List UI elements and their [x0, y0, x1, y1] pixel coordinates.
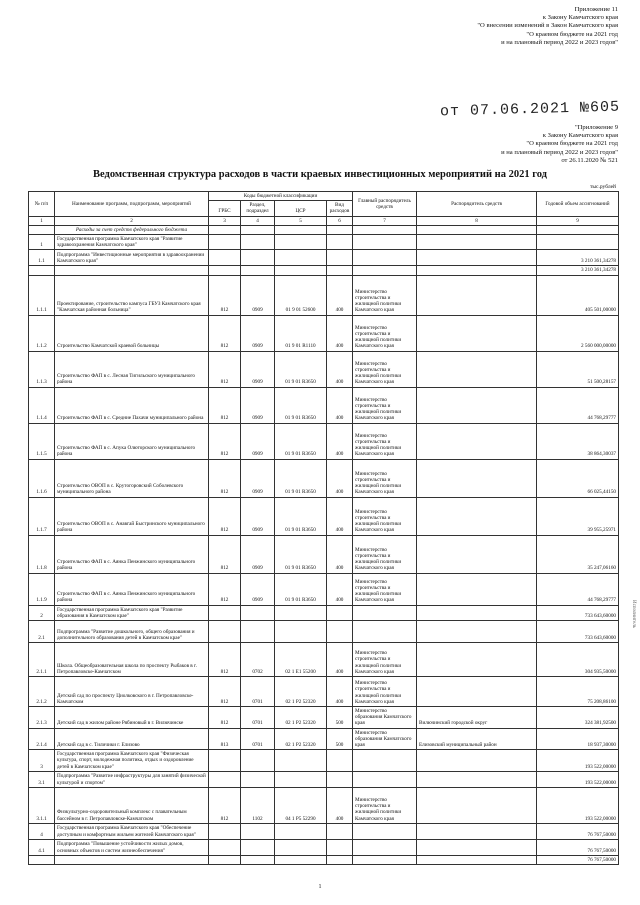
cell-rz: 1102 — [241, 787, 275, 823]
cell-csr — [275, 823, 327, 839]
empty-cell — [353, 225, 417, 234]
table-row — [29, 315, 619, 351]
col-total-header: Годовой объем ассигнований — [537, 192, 619, 217]
cell-grbs — [209, 823, 241, 839]
cell-vr: 400 — [327, 423, 353, 459]
cell-total: 2 560 000,00000 — [537, 315, 619, 351]
table-row — [29, 787, 619, 823]
cell-rz: 0909 — [241, 315, 275, 351]
cell-total: 193 522,00000 — [537, 771, 619, 787]
cell-gr — [353, 839, 417, 855]
cell-gr: Министерство строительства и жилищной политики Камчатского края — [353, 423, 417, 459]
cell-total: 733 643,60000 — [537, 605, 619, 620]
cell-total: 44 768,29777 — [537, 387, 619, 423]
cell-num: 1.1.3 — [29, 351, 55, 387]
cell-total: 193 522,00000 — [537, 750, 619, 772]
cell-name: Строительство ФАП в с. Апука Олюторского муниципального района — [55, 423, 209, 459]
cell-rr — [417, 787, 537, 823]
cell-name: Государственная программа Камчатского края "Развитие образования в Камчатском крае" — [55, 605, 209, 620]
cell-num: 1.1.1 — [29, 275, 55, 315]
cell-rr — [417, 266, 537, 275]
cell-grbs: 812 — [209, 275, 241, 315]
table-row — [29, 677, 619, 707]
cell-grbs: 812 — [209, 643, 241, 677]
header-line: к Закону Камчатского края — [542, 132, 618, 140]
cell-csr: 01 9 01 R3650 — [275, 459, 327, 497]
cell-rz: 0909 — [241, 275, 275, 315]
cell-name: Государственная программа Камчатского края "Развитие здравоохранения Камчатского края" — [55, 235, 209, 250]
cell-vr — [327, 250, 353, 266]
table-row — [29, 351, 619, 387]
cell-rz — [241, 235, 275, 250]
cell-csr — [275, 855, 327, 864]
cell-gr — [353, 235, 417, 250]
table-row — [29, 855, 619, 864]
cell-name — [55, 855, 209, 864]
cell-vr — [327, 605, 353, 620]
cell-total: 39 955,25971 — [537, 497, 619, 535]
cell-gr: Министерство строительства и жилищной политики Камчатского края — [353, 535, 417, 573]
cell-csr: 01 9 01 R3650 — [275, 573, 327, 605]
cell-vr — [327, 855, 353, 864]
table-row — [29, 535, 619, 573]
cell-csr — [275, 266, 327, 275]
cell-csr: 04 1 P5 52290 — [275, 787, 327, 823]
cell-rr: Вилючинский городской округ — [417, 707, 537, 729]
header-line: "О внесении изменений в Закон Камчатского края — [477, 22, 618, 30]
table-row — [29, 839, 619, 855]
table-row — [29, 266, 619, 275]
edge-text: Исполнитель — [631, 600, 636, 628]
cell-name: Подпрограмма "Повышение устойчивости жилых домов, основных объектов и систем жизнеобеспечения" — [55, 839, 209, 855]
cell-rz: 0909 — [241, 423, 275, 459]
cell-total: 38 864,30037 — [537, 423, 619, 459]
empty-cell — [327, 225, 353, 234]
cell-num: 1.1 — [29, 250, 55, 266]
cell-vr: 400 — [327, 459, 353, 497]
cell-vr: 400 — [327, 351, 353, 387]
cell-grbs — [209, 839, 241, 855]
cell-rz: 0702 — [241, 643, 275, 677]
cell-rr — [417, 351, 537, 387]
cell-csr: 01 9 01 R3650 — [275, 497, 327, 535]
cell-vr: 400 — [327, 497, 353, 535]
cell-name: Строительство ОВОП в с. Крутогоровский Соболевского муниципального района — [55, 459, 209, 497]
date-number-stamp: от 07.06.2021 №605 — [439, 98, 621, 121]
cell-name: Государственная программа Камчатского края "Обеспечение доступным и комфортным жильем жителей Камчатского края" — [55, 823, 209, 839]
cell-num: 3 — [29, 750, 55, 772]
header-appendix-9 — [501, 124, 618, 165]
cell-gr — [353, 855, 417, 864]
cell-gr — [353, 823, 417, 839]
cell-name: Подпрограмма "Инвестиционные мероприятия в здравоохранении Камчатского края" — [55, 250, 209, 266]
cell-csr — [275, 250, 327, 266]
cell-gr: Министерство строительства и жилищной политики Камчатского края — [353, 677, 417, 707]
cell-csr: 01 9 01 R3650 — [275, 423, 327, 459]
cell-gr: Министерство строительства и жилищной политики Камчатского края — [353, 459, 417, 497]
cell-rz: 0909 — [241, 351, 275, 387]
cell-name: Проектирование, строительство кампуса ГБУЗ Камчатского края "Камчатская районная больница" — [55, 275, 209, 315]
header-line: "О краевом бюджете на 2021 год — [526, 140, 618, 148]
cell-total: 304 935,50000 — [537, 643, 619, 677]
cell-rz: 0909 — [241, 535, 275, 573]
cell-num: 2.1.3 — [29, 707, 55, 729]
table-row — [29, 823, 619, 839]
cell-rz: 0909 — [241, 459, 275, 497]
col-manager-header: Распорядитель средств — [417, 192, 537, 217]
cell-rz — [241, 621, 275, 643]
cell-csr: 01 9 01 R3650 — [275, 351, 327, 387]
table-row — [29, 573, 619, 605]
col-number: 8 — [417, 216, 537, 225]
table-row — [29, 387, 619, 423]
cell-vr: 500 — [327, 707, 353, 729]
cell-total: 18 937,30000 — [537, 728, 619, 750]
cell-gr: Министерство строительства и жилищной политики Камчатского края — [353, 787, 417, 823]
cell-total: 76 767,50000 — [537, 839, 619, 855]
table-row — [29, 459, 619, 497]
cell-csr: 02 1 P2 52320 — [275, 677, 327, 707]
cell-grbs: 812 — [209, 387, 241, 423]
col-vr-header: Вид расходов — [327, 201, 353, 216]
cell-vr — [327, 839, 353, 855]
cell-gr — [353, 750, 417, 772]
empty-cell — [537, 225, 619, 234]
cell-rz — [241, 266, 275, 275]
cell-vr: 400 — [327, 275, 353, 315]
cell-total: 51 500,28157 — [537, 351, 619, 387]
cell-rz: 0701 — [241, 728, 275, 750]
cell-gr: Министерство строительства и жилищной политики Камчатского края — [353, 497, 417, 535]
col-codes-header: Коды бюджетной классификации — [209, 192, 353, 201]
cell-csr — [275, 605, 327, 620]
table-body — [29, 235, 619, 865]
cell-rz — [241, 250, 275, 266]
cell-name: Школа. Общеобразовательная школа по проспекту Рыбаков в г. Петропавловске-Камчатском — [55, 643, 209, 677]
col-number: 1 — [29, 216, 55, 225]
cell-total: 76 767,50000 — [537, 823, 619, 839]
section-num-cell — [29, 225, 55, 234]
cell-rr — [417, 771, 537, 787]
section-title: Расходы за счет средств федерального бюджета — [55, 225, 209, 234]
cell-csr — [275, 771, 327, 787]
cell-rz: 0701 — [241, 707, 275, 729]
col-number: 6 — [327, 216, 353, 225]
cell-grbs — [209, 855, 241, 864]
cell-num: 1.1.7 — [29, 497, 55, 535]
cell-rr — [417, 855, 537, 864]
cell-total — [537, 235, 619, 250]
table-row — [29, 605, 619, 620]
col-number: 4 — [241, 216, 275, 225]
cell-total: 324 381,92500 — [537, 707, 619, 729]
table-row — [29, 275, 619, 315]
cell-name: Детский сад в жилом районе Рябиновый в г. Вилючинске — [55, 707, 209, 729]
cell-grbs: 812 — [209, 351, 241, 387]
cell-grbs — [209, 266, 241, 275]
cell-csr: 02 1 P2 52320 — [275, 728, 327, 750]
table-row — [29, 728, 619, 750]
cell-name: Детский сад по проспекту Циолковского в г. Петропавловске-Камчатском — [55, 677, 209, 707]
cell-total: 3 210 361,34278 — [537, 266, 619, 275]
cell-name: Государственная программа Камчатского края "Физическая культура, спорт, молодежная политика, отдых и оздоровление детей в Камчатском крае" — [55, 750, 209, 772]
empty-cell — [275, 225, 327, 234]
cell-vr: 400 — [327, 677, 353, 707]
cell-rr — [417, 497, 537, 535]
col-number: 5 — [275, 216, 327, 225]
cell-vr: 400 — [327, 787, 353, 823]
document-title: Ведомственная структура расходов в части краевых инвестиционных мероприятий на 2021 год — [93, 169, 547, 180]
cell-num: 2 — [29, 605, 55, 620]
cell-gr: Министерство строительства и жилищной политики Камчатского края — [353, 643, 417, 677]
cell-gr: Министерство строительства и жилищной политики Камчатского края — [353, 573, 417, 605]
header-line: к Закону Камчатского края — [542, 14, 618, 22]
cell-name: Детский сад в с. Тиличики г. Елизово — [55, 728, 209, 750]
col-rzpr-header: Раздел, подраздел — [241, 201, 275, 216]
cell-vr: 400 — [327, 315, 353, 351]
cell-name: Строительство ФАП в с. Аянка Пенжинского муниципального района — [55, 535, 209, 573]
cell-csr: 01 9 01 52600 — [275, 275, 327, 315]
cell-grbs: 813 — [209, 728, 241, 750]
cell-rr — [417, 839, 537, 855]
col-number: 3 — [209, 216, 241, 225]
cell-name: Физкультурно-оздоровительный комплекс с плавательным бассейном в г. Петропавловске-Камчатском — [55, 787, 209, 823]
table-row — [29, 497, 619, 535]
cell-rr — [417, 250, 537, 266]
cell-name: Подпрограмма "Развитие дошкольного, общего образования и дополнительного образования детей в Камчатском крае" — [55, 621, 209, 643]
header-line: "Приложение 9 — [574, 124, 618, 131]
header-line: и на плановый период 2022 и 2023 годов" — [501, 38, 618, 46]
cell-vr — [327, 621, 353, 643]
cell-num: 2.1 — [29, 621, 55, 643]
cell-total: 193 522,00000 — [537, 787, 619, 823]
cell-gr: Министерство строительства и жилищной политики Камчатского края — [353, 315, 417, 351]
col-main-manager-header: Главный распорядитель средств — [353, 192, 417, 217]
empty-cell — [209, 225, 241, 234]
cell-rz — [241, 605, 275, 620]
cell-name: Строительство Камчатской краевой больницы — [55, 315, 209, 351]
cell-rz — [241, 771, 275, 787]
cell-grbs: 812 — [209, 787, 241, 823]
table-row — [29, 750, 619, 772]
column-number-row — [29, 216, 619, 225]
cell-num: 1.1.2 — [29, 315, 55, 351]
cell-gr — [353, 266, 417, 275]
col-number: 2 — [55, 216, 209, 225]
cell-rz: 0909 — [241, 497, 275, 535]
header-appendix-11 — [477, 6, 618, 47]
col-number: 9 — [537, 216, 619, 225]
cell-total: 733 643,60000 — [537, 621, 619, 643]
table-row — [29, 423, 619, 459]
cell-total: 405 501,00000 — [537, 275, 619, 315]
cell-grbs — [209, 750, 241, 772]
cell-rz: 0701 — [241, 677, 275, 707]
cell-grbs: 812 — [209, 535, 241, 573]
cell-gr: Министерство строительства и жилищной политики Камчатского края — [353, 387, 417, 423]
cell-csr: 02 1 E1 55200 — [275, 643, 327, 677]
cell-total: 75 208,86100 — [537, 677, 619, 707]
header-line: "О краевом бюджете на 2021 год — [526, 30, 618, 38]
cell-rr — [417, 621, 537, 643]
cell-grbs — [209, 605, 241, 620]
cell-gr — [353, 605, 417, 620]
cell-vr: 400 — [327, 535, 353, 573]
cell-rr — [417, 387, 537, 423]
cell-name: Строительство ОВОП в с. Анавгай Быстринского муниципального района — [55, 497, 209, 535]
cell-rr — [417, 459, 537, 497]
cell-name: Строительство ФАП в с. Лесная Тигильского муниципального района — [55, 351, 209, 387]
expenditure-table — [28, 191, 619, 865]
col-csr-header: ЦСР — [275, 201, 327, 216]
cell-num: 4.1 — [29, 839, 55, 855]
table-row — [29, 250, 619, 266]
cell-rr — [417, 275, 537, 315]
cell-grbs: 812 — [209, 423, 241, 459]
table-row — [29, 235, 619, 250]
cell-vr: 400 — [327, 387, 353, 423]
cell-rr — [417, 235, 537, 250]
cell-csr — [275, 621, 327, 643]
cell-grbs — [209, 250, 241, 266]
cell-total: 3 210 361,34278 — [537, 250, 619, 266]
empty-cell — [241, 225, 275, 234]
header-line: и на плановый период 2022 и 2023 годов" — [501, 148, 618, 156]
cell-grbs — [209, 621, 241, 643]
cell-rr — [417, 643, 537, 677]
cell-rz — [241, 839, 275, 855]
cell-gr: Министерство строительства и жилищной политики Камчатского края — [353, 275, 417, 315]
cell-num: 3.1.1 — [29, 787, 55, 823]
cell-num: 1 — [29, 235, 55, 250]
cell-rz: 0909 — [241, 387, 275, 423]
empty-cell — [417, 225, 537, 234]
cell-num — [29, 855, 55, 864]
page-number: 1 — [318, 884, 322, 890]
cell-num: 1.1.8 — [29, 535, 55, 573]
table-row — [29, 771, 619, 787]
cell-vr: 400 — [327, 643, 353, 677]
cell-vr — [327, 771, 353, 787]
cell-name — [55, 266, 209, 275]
cell-csr — [275, 235, 327, 250]
cell-rr: Елизовский муниципальный район — [417, 728, 537, 750]
cell-gr — [353, 771, 417, 787]
cell-name: Строительство ФАП в с. Средние Пахачи муниципального района — [55, 387, 209, 423]
cell-rr — [417, 535, 537, 573]
cell-csr: 01 9 01 R3650 — [275, 387, 327, 423]
cell-gr: Министерство образования Камчатского края — [353, 728, 417, 750]
cell-vr — [327, 750, 353, 772]
cell-gr: Министерство строительства и жилищной политики Камчатского края — [353, 351, 417, 387]
cell-num: 1.1.9 — [29, 573, 55, 605]
cell-rz — [241, 855, 275, 864]
header-line: от 26.11.2020 № 521 — [561, 156, 618, 164]
cell-gr: Министерство образования Камчатского края — [353, 707, 417, 729]
cell-grbs: 812 — [209, 707, 241, 729]
cell-num: 2.1.1 — [29, 643, 55, 677]
cell-gr — [353, 250, 417, 266]
cell-num: 1.1.6 — [29, 459, 55, 497]
col-grbs-header: ГРБС — [209, 201, 241, 216]
cell-vr — [327, 266, 353, 275]
cell-vr — [327, 235, 353, 250]
unit-label: тыс.рублей — [589, 184, 616, 190]
cell-grbs — [209, 771, 241, 787]
cell-num: 3.1 — [29, 771, 55, 787]
cell-rr — [417, 677, 537, 707]
table-row — [29, 707, 619, 729]
cell-grbs: 812 — [209, 573, 241, 605]
cell-csr — [275, 750, 327, 772]
col-num-header: № п/п — [29, 192, 55, 217]
col-name-header: Наименование программ, подпрограмм, мероприятий — [55, 192, 209, 217]
cell-rr — [417, 605, 537, 620]
cell-vr — [327, 823, 353, 839]
cell-grbs: 812 — [209, 497, 241, 535]
cell-gr — [353, 621, 417, 643]
cell-total: 66 025,44150 — [537, 459, 619, 497]
cell-grbs: 812 — [209, 459, 241, 497]
cell-rz — [241, 823, 275, 839]
cell-name: Строительство ФАП в с. Аянка Пенжинского муниципального района — [55, 573, 209, 605]
cell-rr — [417, 750, 537, 772]
cell-rz — [241, 750, 275, 772]
cell-num: 1.1.5 — [29, 423, 55, 459]
cell-rr — [417, 573, 537, 605]
cell-csr: 02 1 P2 52320 — [275, 707, 327, 729]
cell-csr: 01 9 01 R3650 — [275, 535, 327, 573]
cell-num: 1.1.4 — [29, 387, 55, 423]
cell-grbs: 812 — [209, 315, 241, 351]
cell-csr — [275, 839, 327, 855]
cell-vr: 400 — [327, 573, 353, 605]
cell-total: 44 768,29777 — [537, 573, 619, 605]
cell-name: Подпрограмма "Развитие инфраструктуры для занятий физической культурой и спортом" — [55, 771, 209, 787]
cell-num — [29, 266, 55, 275]
col-number: 7 — [353, 216, 417, 225]
cell-num: 2.1.4 — [29, 728, 55, 750]
cell-rr — [417, 423, 537, 459]
cell-grbs — [209, 235, 241, 250]
cell-csr: 01 9 01 R1110 — [275, 315, 327, 351]
table-row — [29, 643, 619, 677]
cell-rr — [417, 315, 537, 351]
cell-rz: 0909 — [241, 573, 275, 605]
header-line: Приложение 11 — [574, 6, 618, 13]
cell-total: 76 767,50000 — [537, 855, 619, 864]
cell-total: 35 247,06160 — [537, 535, 619, 573]
cell-num: 4 — [29, 823, 55, 839]
table-row — [29, 621, 619, 643]
cell-vr: 500 — [327, 728, 353, 750]
cell-num: 2.1.2 — [29, 677, 55, 707]
cell-grbs: 812 — [209, 677, 241, 707]
cell-rr — [417, 823, 537, 839]
